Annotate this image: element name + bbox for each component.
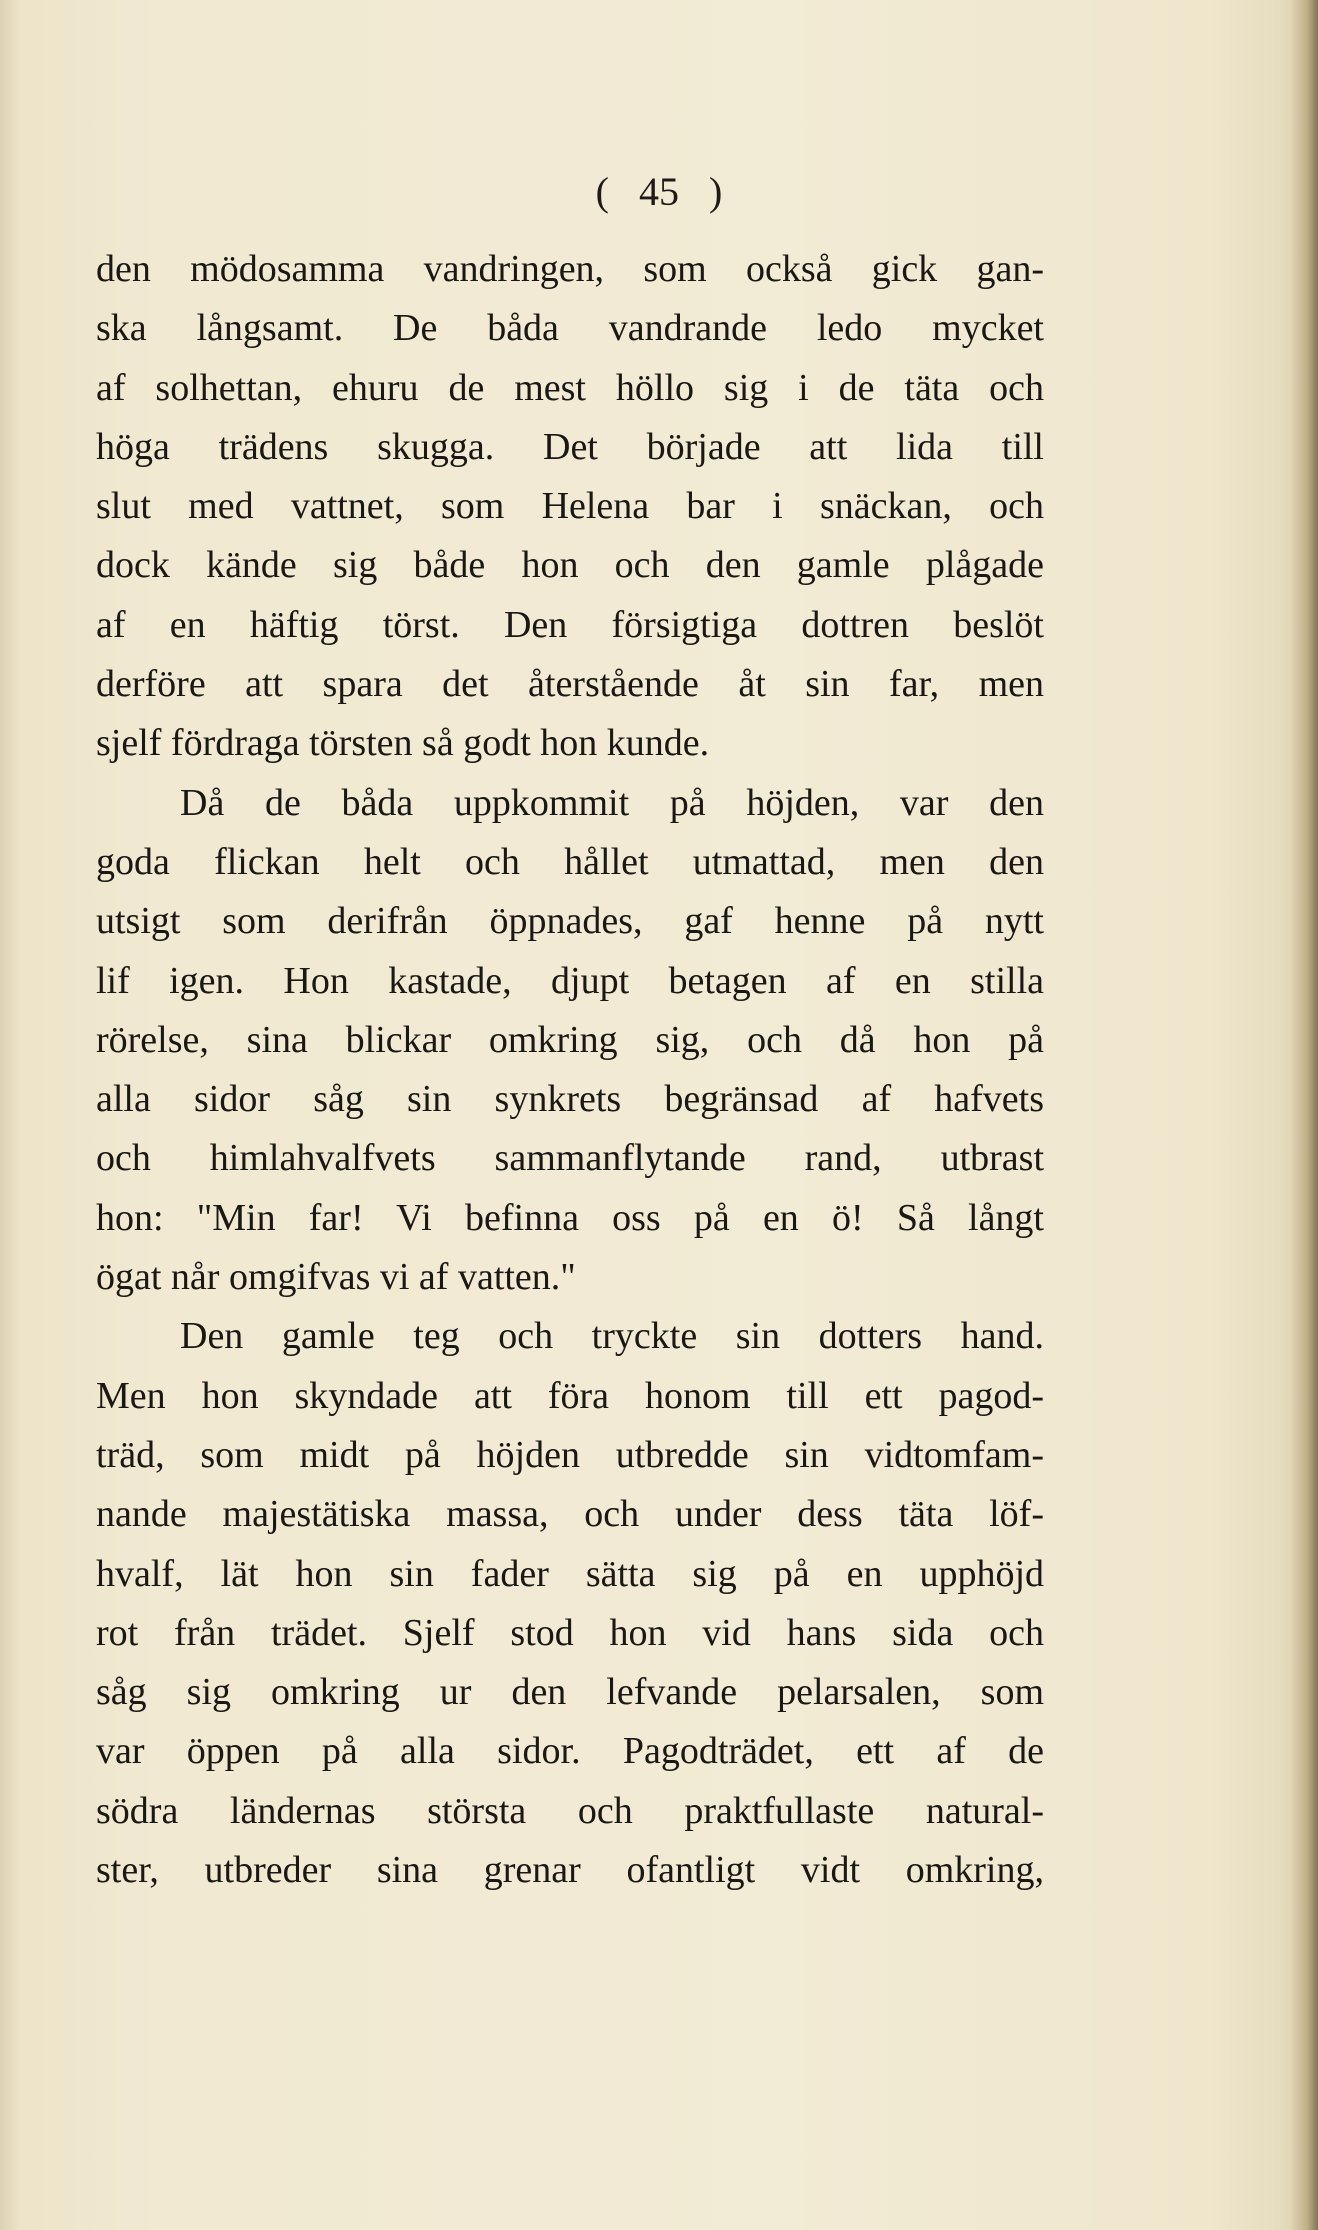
page-number: 45 bbox=[639, 169, 679, 214]
text-line: af solhettan, ehuru de mest höllo sig i de täta och bbox=[96, 366, 1044, 409]
page-left-shade bbox=[0, 0, 20, 2230]
text-line: utsigt som derifrån öppnades, gaf henne på nytt bbox=[96, 900, 1044, 943]
text-line: ster, utbreder sina grenar ofantligt vidt omkring, bbox=[96, 1849, 1044, 1892]
text-line: slut med vattnet, som Helena bar i snäckan, och bbox=[96, 485, 1044, 528]
text-line: goda flickan helt och hållet utmattad, men den bbox=[96, 840, 1044, 883]
text-line: hon: "Min far! Vi befinna oss på en ö! Så långt bbox=[96, 1196, 1044, 1239]
text-line: ögat når omgifvas vi af vatten." bbox=[96, 1256, 576, 1299]
text-line: rot från trädet. Sjelf stod hon vid hans sida och bbox=[96, 1611, 1044, 1654]
text-line: Men hon skyndade att föra honom till ett pagod- bbox=[96, 1374, 1044, 1417]
page-header bbox=[0, 168, 1318, 215]
paragraph-start-line: Den gamle teg och tryckte sin dotters hand. bbox=[180, 1315, 1044, 1358]
text-line: lif igen. Hon kastade, djupt betagen af en stilla bbox=[96, 959, 1044, 1002]
text-line: södra ländernas största och praktfullaste natural- bbox=[96, 1789, 1044, 1832]
text-line: var öppen på alla sidor. Pagodträdet, ett af de bbox=[96, 1730, 1044, 1773]
paragraph-start-line: Då de båda uppkommit på höjden, var den bbox=[180, 781, 1044, 824]
text-line: derföre att spara det återstående åt sin far, men bbox=[96, 663, 1044, 706]
text-line: höga trädens skugga. Det började att lida till bbox=[96, 425, 1044, 468]
body-text bbox=[96, 240, 1044, 1900]
text-line: af en häftig törst. Den försigtiga dottren beslöt bbox=[96, 603, 1044, 646]
text-line: den mödosamma vandringen, som också gick gan- bbox=[96, 248, 1044, 290]
text-line: alla sidor såg sin synkrets begränsad af hafvets bbox=[96, 1078, 1044, 1121]
text-line: träd, som midt på höjden utbredde sin vidtomfam- bbox=[96, 1433, 1044, 1476]
text-line: dock kände sig både hon och den gamle plågade bbox=[96, 544, 1044, 587]
text-line: hvalf, lät hon sin fader sätta sig på en upphöjd bbox=[96, 1552, 1044, 1595]
text-line: nande majestätiska massa, och under dess täta löf- bbox=[96, 1493, 1044, 1536]
text-line: ska långsamt. De båda vandrande ledo mycket bbox=[96, 307, 1044, 350]
text-line: rörelse, sina blickar omkring sig, och då hon på bbox=[96, 1018, 1044, 1061]
page-header-close-paren: ) bbox=[709, 169, 723, 214]
page-binding-shadow bbox=[1290, 0, 1318, 2230]
text-line: sjelf fördraga törsten så godt hon kunde. bbox=[96, 722, 710, 765]
text-line: och himlahvalfvets sammanflytande rand, utbrast bbox=[96, 1137, 1044, 1180]
page-header-open-paren: ( bbox=[595, 169, 609, 214]
text-line: såg sig omkring ur den lefvande pelarsalen, som bbox=[96, 1671, 1044, 1714]
